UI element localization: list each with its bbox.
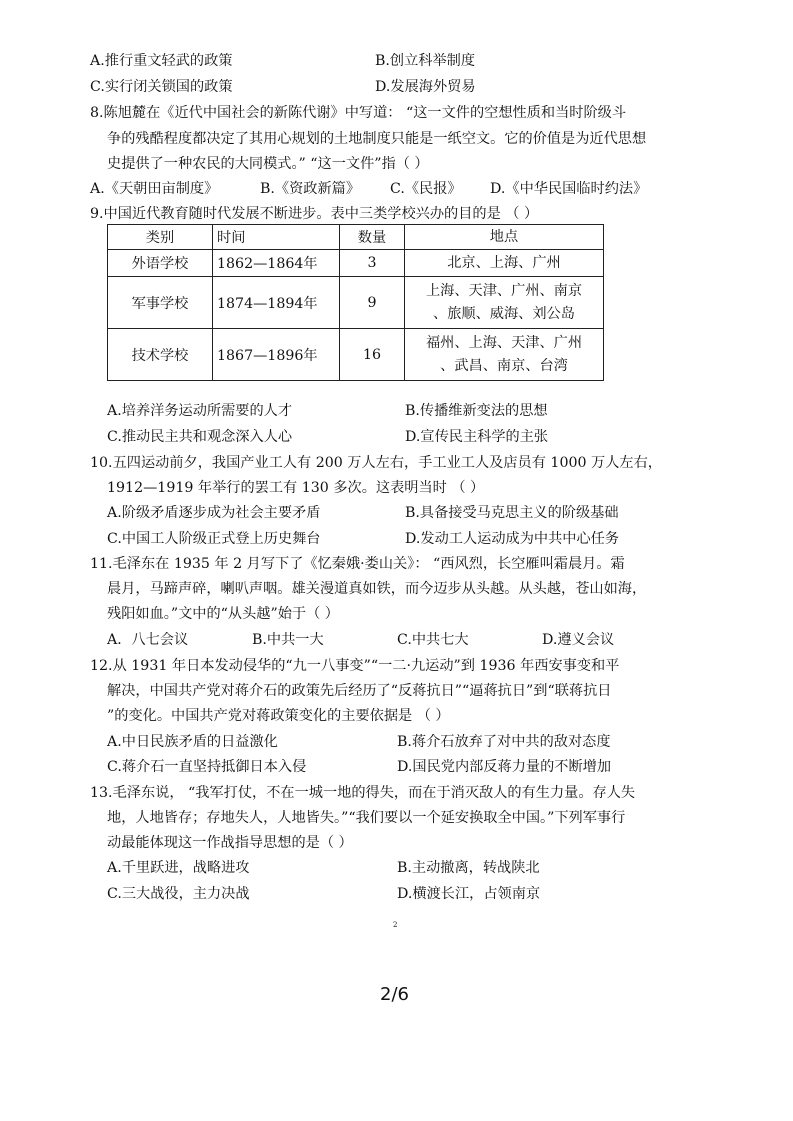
q11-option-d: D.遵义会议 — [542, 632, 615, 648]
cell-place-line1: 上海、天津、广州、南京 — [425, 282, 583, 299]
cell-place-line1: 福州、上海、天津、广州 — [425, 334, 583, 351]
q7-options — [0, 52, 793, 95]
q10-options — [0, 504, 793, 550]
q9-option-a: A.培养洋务运动所需要的人才 — [107, 403, 293, 419]
cell-place — [405, 329, 604, 381]
q13-option-c: C.三大战役，主力决战 — [107, 886, 250, 902]
table-header-place: 地点 — [405, 225, 604, 250]
q10-option-d: D.发动工人运动成为中共中心任务 — [405, 531, 620, 547]
q7-option-b: B.创立科举制度 — [375, 53, 476, 69]
q9-stem: 9.中国近代教育随时代发展不断进步。表中三类学校兴办的目的是 （ ） — [90, 206, 539, 222]
page-number: 2/6 — [380, 984, 409, 1005]
table-header-category: 类别 — [108, 225, 213, 250]
q12-option-a: A.中日民族矛盾的日益激化 — [107, 734, 278, 750]
q13-stem-line1: 13.毛泽东说， “我军打仗，不在一城一地的得失，而在于消灭敌人的有生力量。存人失 — [90, 785, 636, 801]
q9-option-b: B.传播维新变法的思想 — [405, 403, 548, 419]
q11-stem-line1: 11.毛泽东在 1935 年 2 月写下了《忆秦娥·娄山关》： “西风烈，长空雁叫霜晨月。霜 — [90, 556, 625, 572]
q9-options — [0, 402, 793, 448]
q10-option-a: A.阶级矛盾逐步成为社会主要矛盾 — [107, 505, 321, 521]
q12-option-c: C.蒋介石一直坚持抵御日本入侵 — [107, 759, 307, 775]
q8-stem-line2: 争的残酷程度都决定了其用心规划的土地制度只能是一纸空文。它的价值是为近代思想 — [107, 131, 647, 147]
q13-stem-line2: 地，人地皆存；存地失人，人地皆失。”“我们要以一个延安换取全中国。”下列军事行 — [107, 810, 626, 826]
cell-count: 3 — [340, 250, 405, 277]
table-header-count: 数量 — [340, 225, 405, 250]
q7-option-a: A.推行重文轻武的政策 — [90, 53, 233, 69]
cell-place-line1: 北京、上海、广州 — [447, 254, 561, 271]
q13-option-a: A.千里跃进，战略进攻 — [107, 860, 250, 876]
q11-stem-line2: 晨月，马蹄声碎，喇叭声咽。雄关漫道真如铁，而今迈步从头越。从头越，苍山如海， — [107, 581, 647, 597]
q12-option-b: B.蒋介石放弃了对中共的敌对态度 — [397, 734, 611, 750]
q11-option-c: C.中共七大 — [397, 632, 469, 648]
table-header-time: 时间 — [213, 225, 340, 250]
cell-place-line2: 、旅顺、威海、刘公岛 — [433, 305, 575, 322]
q8-option-c: C.《民报》 — [390, 181, 462, 197]
table-header-row — [108, 225, 604, 250]
q7-option-d: D.发展海外贸易 — [375, 79, 476, 95]
q8-stem-line1: 8.陈旭麓在《近代中国社会的新陈代谢》中写道： “这一文件的空想性质和当时阶级斗 — [90, 105, 627, 121]
cell-count: 16 — [340, 329, 405, 381]
q12-option-d: D.国民党内部反蒋力量的不断增加 — [397, 759, 612, 775]
q13-option-d: D.横渡长江，占领南京 — [397, 886, 541, 902]
table-row — [108, 250, 604, 277]
q10-option-b: B.具备接受马克思主义的阶级基础 — [405, 505, 619, 521]
q11-option-a: A．八七会议 — [107, 632, 189, 648]
school-table — [107, 224, 604, 381]
q12-stem-line2: 解决，中国共产党对蒋介石的政策先后经历了“反蒋抗日”“逼蒋抗日”到“联蒋抗日 — [107, 683, 612, 699]
q8-options — [0, 180, 793, 200]
q12-stem-line1: 12.从 1931 年日本发动侵华的“九一八事变”“一二·九运动”到 1936 年西安事变和平 — [90, 658, 620, 674]
cell-time: 1867—1896年 — [213, 329, 340, 381]
cell-place — [405, 250, 604, 277]
q9-option-c: C.推动民主共和观念深入人心 — [107, 429, 293, 445]
q8-stem-line3: 史提供了一种农民的大同模式。” “这一文件”指（ ） — [107, 156, 429, 172]
q10-option-c: C.中国工人阶级正式登上历史舞台 — [107, 531, 321, 547]
cell-category: 军事学校 — [108, 277, 213, 329]
table-row — [108, 277, 604, 329]
q13-options — [0, 859, 793, 905]
cell-time: 1874—1894年 — [213, 277, 340, 329]
q9-option-d: D.宣传民主科学的主张 — [405, 429, 549, 445]
footer-small-page-number: 2 — [393, 921, 398, 929]
q13-option-b: B.主动撤离，转战陕北 — [397, 860, 540, 876]
q11-options — [0, 631, 793, 651]
cell-place — [405, 277, 604, 329]
q10-stem-line1: 10.五四运动前夕，我国产业工人有 200 万人左右，手工业工人及店员有 1000 万人左右， — [90, 455, 662, 471]
q10-stem-line2: 1912—1919 年举行的罢工有 130 多次。这表明当时 （ ） — [107, 480, 485, 496]
q12-stem-line3: ”的变化。中国共产党对蒋政策变化的主要依据是 （ ） — [107, 708, 450, 724]
q8-option-b: B.《资政新篇》 — [260, 181, 361, 197]
q11-stem-line3: 残阳如血。”文中的“从头越”始于（ ） — [107, 606, 339, 622]
q7-option-c: C.实行闭关锁国的政策 — [90, 79, 233, 95]
q11-option-b: B.中共一大 — [252, 632, 324, 648]
cell-category: 技术学校 — [108, 329, 213, 381]
cell-time: 1862—1864年 — [213, 250, 340, 277]
q8-option-a: A.《天朝田亩制度》 — [90, 181, 219, 197]
cell-category: 外语学校 — [108, 250, 213, 277]
table-row — [108, 329, 604, 381]
q8-option-d: D.《中华民国临时约法》 — [490, 181, 648, 197]
q12-options — [0, 733, 793, 779]
cell-count: 9 — [340, 277, 405, 329]
q13-stem-line3: 动最能体现这一作战指导思想的是（ ） — [107, 835, 353, 851]
cell-place-line2: 、武昌、南京、台湾 — [440, 357, 568, 374]
